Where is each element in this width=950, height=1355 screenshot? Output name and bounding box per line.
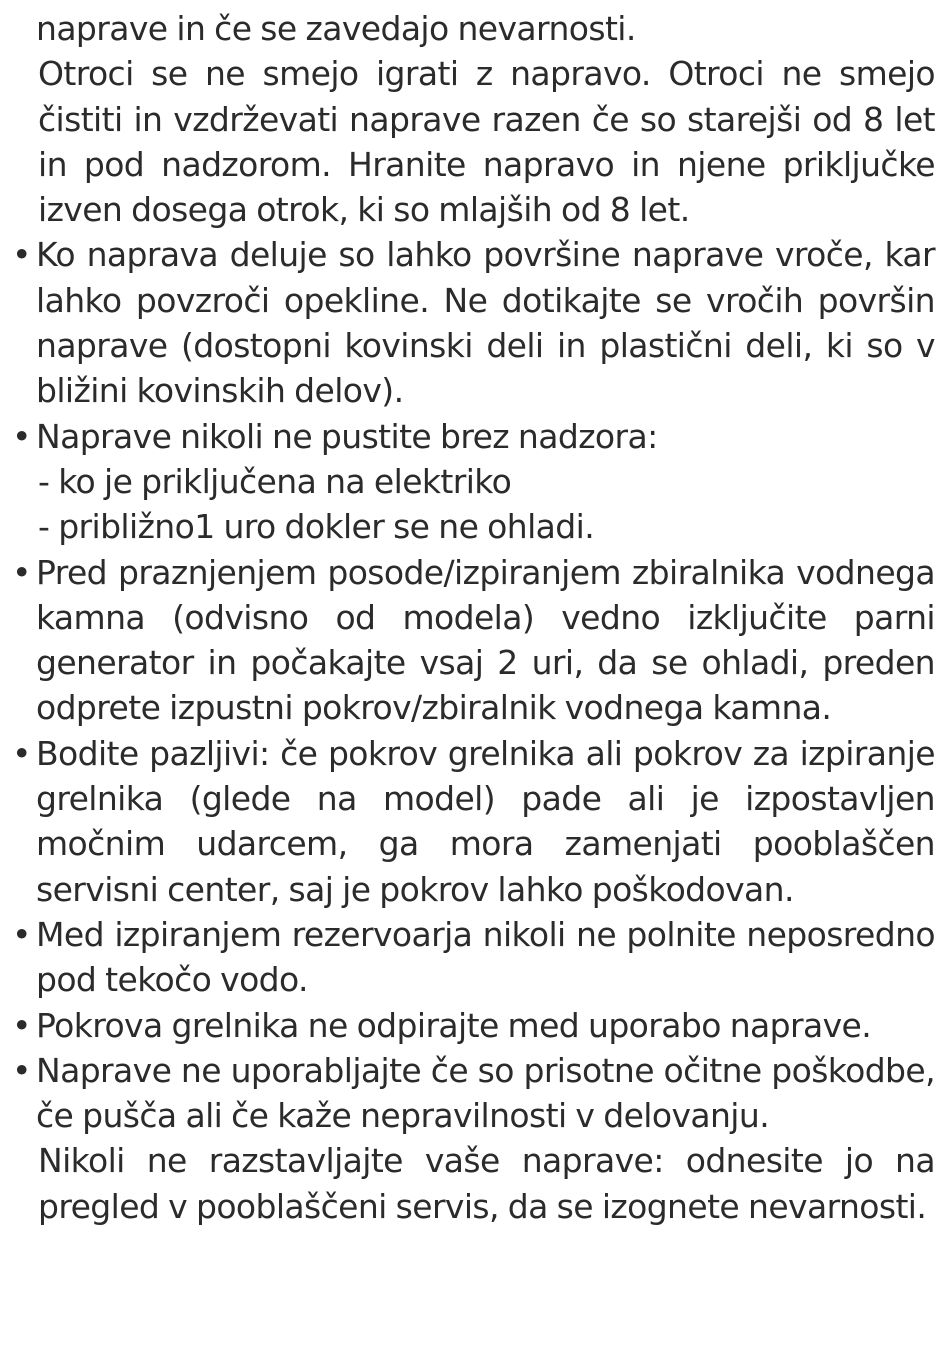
bullet-text: Ko naprava deluje so lahko površine naprave vroče, kar lahko povzroči opekline. Ne dotikajte se vročih površin naprave (dostopni kovinski deli in plastični deli, ki so v bližini kovinskih delov). (36, 235, 935, 411)
bullet-text: Bodite pazljivi: če pokrov grelnika ali pokrov za izpiranje grelnika (glede na model) pade ali je izpostavljen močnim udarcem, ga mora zamenjati pooblaščen servisni center, saj je pokrov lahko poškodovan. (36, 733, 935, 909)
paragraph-children-safety: Otroci se ne smejo igrati z napravo. Otroci ne smejo čistiti in vzdrževati naprave razen če so starejši od 8 let in pod nadzorom. Hranite napravo in njene priključke izven dosega otrok, ki so mlajših od 8 let. (38, 54, 935, 230)
bullet-item-heater-cover (0, 731, 935, 912)
paragraph-disassembly: Nikoli ne razstavljajte vaše naprave: odnesite jo na pregled v pooblaščeni servis, da se izognete nevarnosti. (38, 1141, 935, 1226)
bullet-text: Pokrova grelnika ne odpirajte med uporabo naprave. (36, 1005, 872, 1045)
bullet-item-rinsing (0, 912, 935, 1003)
bullet-item-do-not-open (0, 1003, 935, 1048)
bullet-item-hot-surfaces (0, 232, 935, 413)
bullet-icon: • (12, 235, 31, 275)
bullet-text: Naprave nikoli ne pustite brez nadzora: (36, 416, 658, 456)
bullet-icon: • (12, 1050, 31, 1090)
bullet-icon: • (12, 552, 31, 592)
sub-item-plugged-in: - ko je priključena na elektriko (38, 461, 512, 501)
bullet-item-emptying (0, 550, 935, 731)
bullet-text: Naprave ne uporabljajte če so prisotne očitne poškodbe, če pušča ali če kaže nepravilnosti v delovanju. (36, 1050, 935, 1136)
bullet-item-supervision (0, 414, 935, 459)
document-body (0, 6, 935, 1229)
bullet-icon: • (12, 1005, 31, 1045)
bullet-icon: • (12, 416, 31, 456)
bullet-text: Med izpiranjem rezervoarja nikoli ne polnite neposredno pod tekočo vodo. (36, 914, 935, 1000)
bullet-icon: • (12, 733, 31, 773)
bullet-icon: • (12, 914, 31, 954)
paragraph-continuation: naprave in če se zavedajo nevarnosti. (36, 9, 636, 48)
sub-item-cooling: - približno1 uro dokler se ne ohladi. (38, 507, 595, 547)
bullet-item-damage (0, 1048, 935, 1139)
bullet-text: Pred praznjenjem posode/izpiranjem zbiralnika vodnega kamna (odvisno od modela) vedno izključite parni generator in počakajte vsaj 2 uri, da se ohladi, preden odprete izpustni pokrov/zbiralnik vodnega kamna. (36, 552, 935, 728)
